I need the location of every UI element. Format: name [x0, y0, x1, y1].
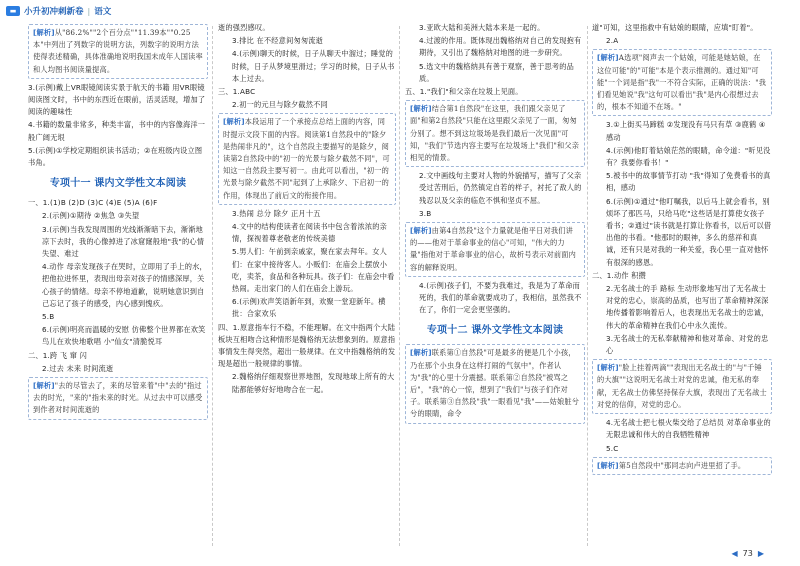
answer-item: 2.(示例)①期待 ②焦急 ③失望	[42, 211, 140, 221]
column-divider	[399, 26, 400, 546]
answer-item: 6.(示例)①通过"他叮嘱我，以后马上就会看书，别烦坏了那匹马，只给马吃"这些话是打算使女孩子看书；②通过"读书就是打算让你看书，以后可以借出他的书看。"他那时的眼神，多么的慈祥和真诚，还有只是对我的一种关爱，我心里一直对他怀有很深的感恩。	[606, 196, 772, 267]
answer-item: 一、1.(1)B (2)D (3)C (4)E (5)A (6)F	[28, 198, 158, 208]
section-title: 专项十二 课外文学性文本阅读	[426, 325, 564, 337]
answer-item: 3.热闹 总分 除夕 正月十五	[232, 208, 321, 218]
answer-item: 4.文中的结构使读者在阅读书中包含着浓浓的亲情，探视着尊老敬老的传统美德	[232, 222, 388, 244]
answer-item: 4.(示例)聊天的时候，日子从聊天中溜过；睡觉的时候，日子从梦境里滑过；学习的时候，日子从书本上过去。	[232, 49, 395, 83]
answer-item: 2.无名战士的手 路标 生动形象地写出了无名战士对党的忠心，崇高的品质，也写出了革命精神深深地传播着影响着后人，也表现出无名战士的忠诚，伟大的革命精神在我们心中永久流传。	[606, 284, 769, 330]
answer-item: 4.过渡的作用。既体现出魏格纳对自己的发现抱有期待，又引出了魏格纳对地图的进一步研究。	[419, 36, 582, 58]
answer-item: 二、1.跨 飞 窜 闪	[28, 350, 88, 360]
answer-item: 4.(示例)孩子们，不要为我难过，我是为了革命而死的，我们的革命就要成功了，我相信，虽然我不在了，你们一定会更坚强的。	[419, 280, 582, 315]
answer-item: 五、1."我们"和父亲在垃圾上见面。	[405, 87, 523, 97]
answer-item: 3.亚欧大陆和美洲大陆本来是一起的。	[419, 23, 545, 32]
column-divider	[212, 26, 213, 546]
analysis-tag: [解析]	[410, 104, 432, 114]
answer-item: 3.排比 在不经意间匆匆流逝	[232, 36, 324, 46]
analysis-note	[28, 377, 208, 420]
analysis-tag: [解析]	[33, 381, 55, 391]
analysis-text: 本段运用了一个承接点总结上面的内容，同时提示文段下面的内容。阅读第1自然段中的"除夕是热闹非凡的"，这个自然段主要描写的是除夕，阅读第2自然段中的"初一的光景与除夕截然不同"，可知这一自然段主要写初一。由此可以看出，"初一的光景与除夕截然不同"起到了上承除夕、下启初一的作用，体现出了前后文的衔接作用。	[223, 117, 390, 200]
analysis-tag: [解析]	[597, 460, 619, 470]
answer-item: 6.(示例)明亮而温暖的安慰 仿佛整个世界都在欢笑 鸟儿在欢快地歌唱 小"仙女"清脆悦耳	[42, 325, 206, 347]
answer-item: 2.过去 未来 时间流逝	[42, 363, 114, 373]
analysis-tag: [解析]	[223, 117, 245, 127]
answer-item: 5.B	[42, 312, 55, 322]
answer-item: 3.(示例)戴上VR眼镜阅读实景于航天的书籍 用VR眼镜阅读图文时，书中的东西近在眼前，活灵活现，增加了阅读的趣味性	[28, 82, 206, 117]
analysis-note	[218, 113, 396, 204]
page-number: 73	[742, 549, 753, 558]
analysis-text: 从"86.2%""2个百分点""11.39本""0.25本"中列出了列数字的说明方法，列数字的说明方法使得表述精确，具体准确地说明我国未成年人国读率和人均图书阅读量提高。	[33, 28, 203, 74]
answer-item: 3.无名战士的无私奉献精神和他对革命、对党的忠心	[606, 333, 769, 356]
answer-item: 5.C	[606, 443, 619, 453]
answer-item: 道"可知，这里指救中有姑娘的眼睛，应填"盯着"。	[592, 23, 758, 32]
column-2	[218, 22, 396, 397]
answer-item: 逝的强烈感叹。	[218, 23, 270, 32]
answer-item: 2.文中画线句主要对人物的外貌描写，描写了父亲受过苦刑后，仍然镇定自若的样子，衬托了敌人的残忍以及父亲的临危不惧和坚贞不屈。	[419, 171, 582, 205]
brand-title: 小升初冲刺新卷	[24, 7, 84, 17]
analysis-note	[592, 359, 772, 414]
analysis-note	[592, 457, 772, 475]
analysis-tag: [解析]	[33, 28, 55, 37]
column-3	[405, 22, 585, 427]
analysis-note	[592, 49, 772, 116]
answer-item: 4.动作 母亲发现孩子在哭时，立即用了手上的水，把他拉进怀里，表现出母亲对孩子的情感深厚，关心孩子的情绪。母亲不停地道歉，说明她意识到自己忘记了孩子的感受，内心感到愧疚。	[42, 262, 207, 308]
pagination	[732, 549, 765, 558]
answer-item: 2.初一的元旦与除夕截然不同	[232, 100, 328, 110]
answer-item: 5.被书中的故事情节打动 "我"得知了免费看书的真相，感动	[606, 171, 771, 193]
column-1	[28, 22, 208, 423]
column-4	[592, 22, 772, 478]
answer-item: 4.书籍的数量非常多，种类丰富，书中的内容像海洋一般广阔无垠	[28, 120, 206, 142]
brand-separator: |	[87, 6, 91, 16]
analysis-text: "去的尽管去了，来的尽管来着"中"去的"指过去的时光，"来的"指未来的时光。从过去中可以感受到作者对时间流逝的	[33, 381, 203, 415]
analysis-text: 结合第1自然段"在这里，我们跟父亲见了面"和第2自然段"只能在这里跟父亲见了一面，匆匆分别了。想不到这垃圾场是我们最后一次见面"可知，"我们"节选内容主要写在垃圾场上"我们"和父亲相见的情景。	[410, 104, 580, 163]
analysis-note	[405, 344, 585, 423]
analysis-note	[405, 222, 585, 277]
analysis-note	[405, 100, 585, 167]
analysis-tag: [解析]	[410, 226, 432, 236]
column-divider	[587, 26, 588, 546]
analysis-text: "脸上挂着两滴""表现出无名战士的"与"千锤的大旗""这说明无名战士对党的忠诚，他无私的奉献，无名战士仿佛坚持保存大旗，表现出了无名战士对党的信仰，对党的忠心。	[597, 363, 767, 409]
answer-item: 5.男人们：午前到亲戚家，聚在家去拜年。女人们：在家中接待客人。小贩们：在庙会上摆放小吃，卖茶，食品和各种玩具。孩子们：在庙会中看热闹。走出家门的人们在庙会上游玩。	[232, 247, 395, 294]
next-arrow-icon[interactable]: ▶	[757, 549, 764, 558]
brand	[6, 5, 111, 17]
answer-item: 4.(示例)他盯着姑娘茫然的眼睛，命令道："听见没有？我要你看书！"	[606, 145, 771, 168]
answer-item: 4.无名战士把七根火柴交给了总结员 对革命事业的无限忠诚和伟大的自我牺牲精神	[606, 418, 771, 440]
page-header	[0, 0, 800, 22]
answer-item: 2.魏格纳仔细观察世界地图，发现地球上所有的大陆都能够好好地吻合在一起。	[232, 372, 395, 394]
analysis-text: 由第4自然段"这个力量就是他平日对我们讲的——他对于革命事业的信心"可知，"伟大的力量"指他对于革命事业的信心，故析号表示对前面内容的解释说明。	[410, 226, 577, 272]
analysis-note	[28, 24, 208, 79]
answer-item: 3.①上街买马蹄糕 ②发现没有马只有草 ③鹿鹤 ④感动	[606, 120, 766, 142]
answer-item: 四、1.原意指车行不稳，不能理解。在文中指两个大陆板块互相吻合这种情形是魏格纳无法想象到的。原意指事情发生得突然，超出一般规律。在文中指魏格纳的发现是超出一般规律的事情。	[218, 322, 396, 369]
analysis-tag: [解析]	[597, 53, 619, 63]
analysis-tag: [解析]	[597, 363, 619, 373]
analysis-tag: [解析]	[410, 348, 432, 358]
answer-item: 三、1.ABC	[218, 87, 256, 97]
answer-item: 6.(示例)欢声笑语新年到，欢聚一堂迎新年。横批：合家欢乐	[232, 297, 386, 319]
answer-item: 3.(示例)当我发现周围的光线渐渐暗下去，渐渐地凉下去时，我的心像掉进了冰窟窿般地"我"的心情 失望、难过	[42, 224, 205, 259]
answer-item: 二、1.动作 积攒	[592, 270, 647, 280]
analysis-text: A选项"阅声去一个姑娘，可能是她姑娘，在这位可能"的"可能"本是个表示推测的。通过知"可能"一个词是指"我"一不符合实际，正确的说法："我们看见她说"我"这句可以看出"我"是内心很想过去的，根本不知道不在场。"	[597, 53, 767, 112]
answer-item: 2.A	[606, 36, 619, 46]
answer-item: 5.(示例)①学校定期组织读书活动；②在班级内设立图书角。	[28, 145, 203, 168]
subject-label: 语文	[94, 7, 112, 17]
analysis-text: 联系第①自然段"可是最多的便是几个小孩，乃在那个小虫身在这样打闹的气氛中"，作者认为"我"的心里十分震撼。联系第②自然段"被骂之后"，"我"的心一惊，想到了"我们"与孩子们作对子。联系第③自然段"我"一眼看见"我"——姑娘脏兮兮的眼睛，命令	[410, 348, 580, 419]
book-logo-icon: ▬	[6, 6, 20, 16]
section-title: 专项十一 课内文学性文本阅读	[49, 178, 187, 190]
answer-item: 3.B	[419, 208, 432, 218]
analysis-text: 第5自然段中"那同志向卢进里招了手。	[618, 460, 746, 470]
answer-item: 5.选文中的魏格纳具有善于观察，善于思考的品质。	[419, 61, 575, 83]
prev-arrow-icon[interactable]: ◀	[731, 549, 738, 558]
